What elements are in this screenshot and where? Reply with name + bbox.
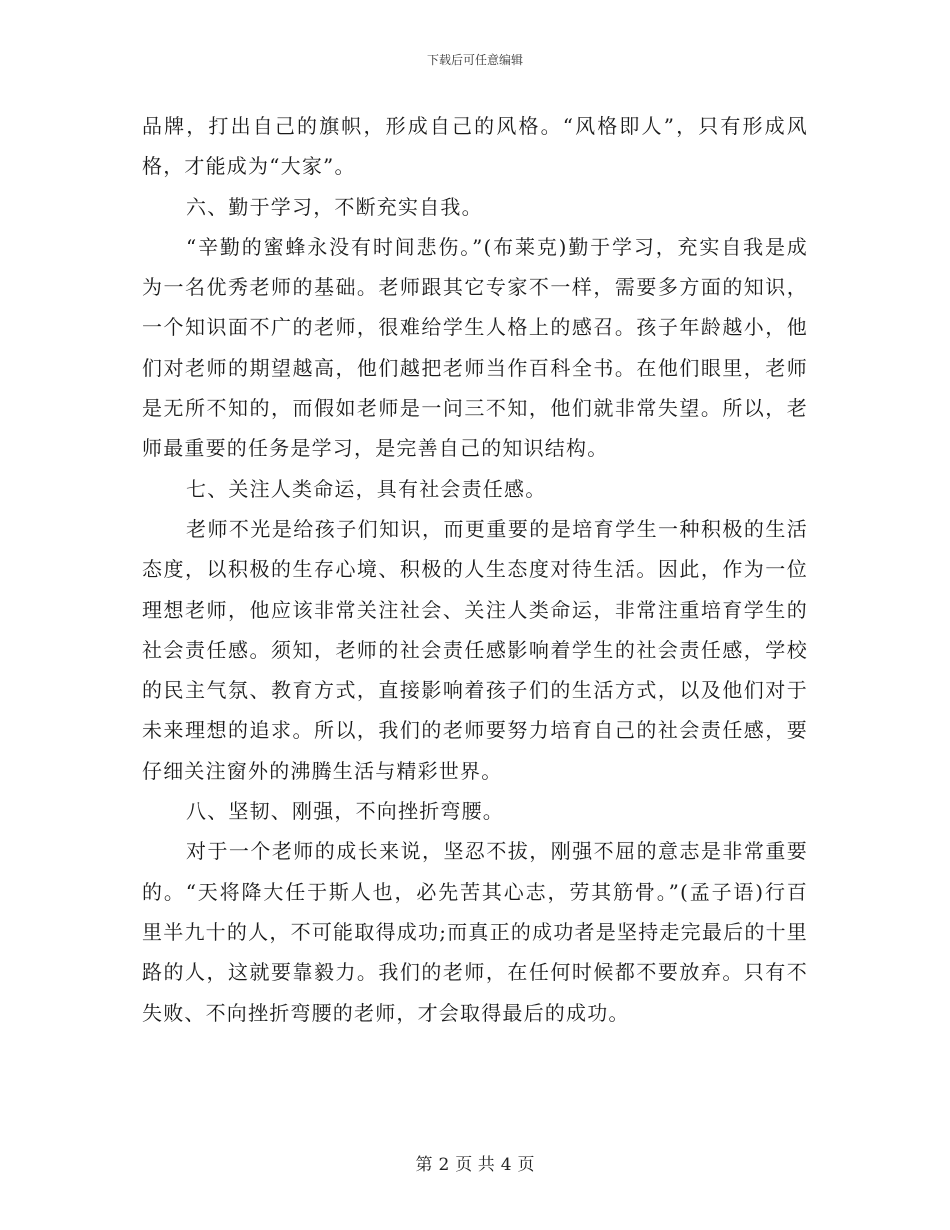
paragraph: 老师不光是给孩子们知识，而更重要的是培育学生一种积极的生活态度，以积极的生存心境、积极的人生态度对待生活。因此，作为一位理想老师，他应该非常关注社会、关注人类命运，非常注重培育学生的社会责任感。须知，老师的社会责任感影响着学生的社会责任感，学校的民主气氛、教育方式，直接影响着孩子们的生活方式，以及他们对于未来理想的追求。所以，我们的老师要努力培育自己的社会责任感，要仔细关注窗外的沸腾生活与精彩世界。 [142,516,808,783]
page-header [0,52,950,68]
section-heading: 六、勤于学习，不断充实自我。 [186,194,483,219]
paragraph: “辛勤的蜜蜂永没有时间悲伤。”(布莱克)勤于学习，充实自我是成为一名优秀老师的基础。老师跟其它专家不一样，需要多方面的知识，一个知识面不广的老师，很难给学生人格上的感召。孩子年龄越小，他们对老师的期望越高，他们越把老师当作百科全书。在他们眼里，老师是无所不知的，而假如老师是一问三不知，他们就非常失望。所以，老师最重要的任务是学习，是完善自己的知识结构。 [142,234,808,461]
document-body [142,106,808,1033]
footer-prefix: 第 [415,1155,433,1175]
section-heading: 八、坚韧、刚强，不向挫折弯腰。 [186,799,504,824]
paragraph: 对于一个老师的成长来说，坚忍不拔，刚强不屈的意志是非常重要的。“天将降大任于斯人也，必先苦其心志，劳其筋骨。”(孟子语)行百里半九十的人，不可能取得成功;而真正的成功者是坚持走完最后的十里路的人，这就要靠毅力。我们的老师，在任何时候都不要放弃。只有不失败、不向挫折弯腰的老师，才会取得最后的成功。 [142,839,808,1025]
footer-middle: 页 共 [455,1155,495,1175]
footer-page-number: 2 [438,1155,450,1175]
section-heading: 七、关注人类命运，具有社会责任感。 [186,476,547,501]
footer-suffix: 页 [517,1155,535,1175]
page-footer [0,1154,950,1176]
header-text: 下载后可任意编辑 [426,53,523,67]
footer-total-pages: 4 [500,1155,512,1175]
paragraph: 品牌，打出自己的旗帜，形成自己的风格。“风格即人”，只有形成风格，才能成为“大家”。 [142,114,808,179]
